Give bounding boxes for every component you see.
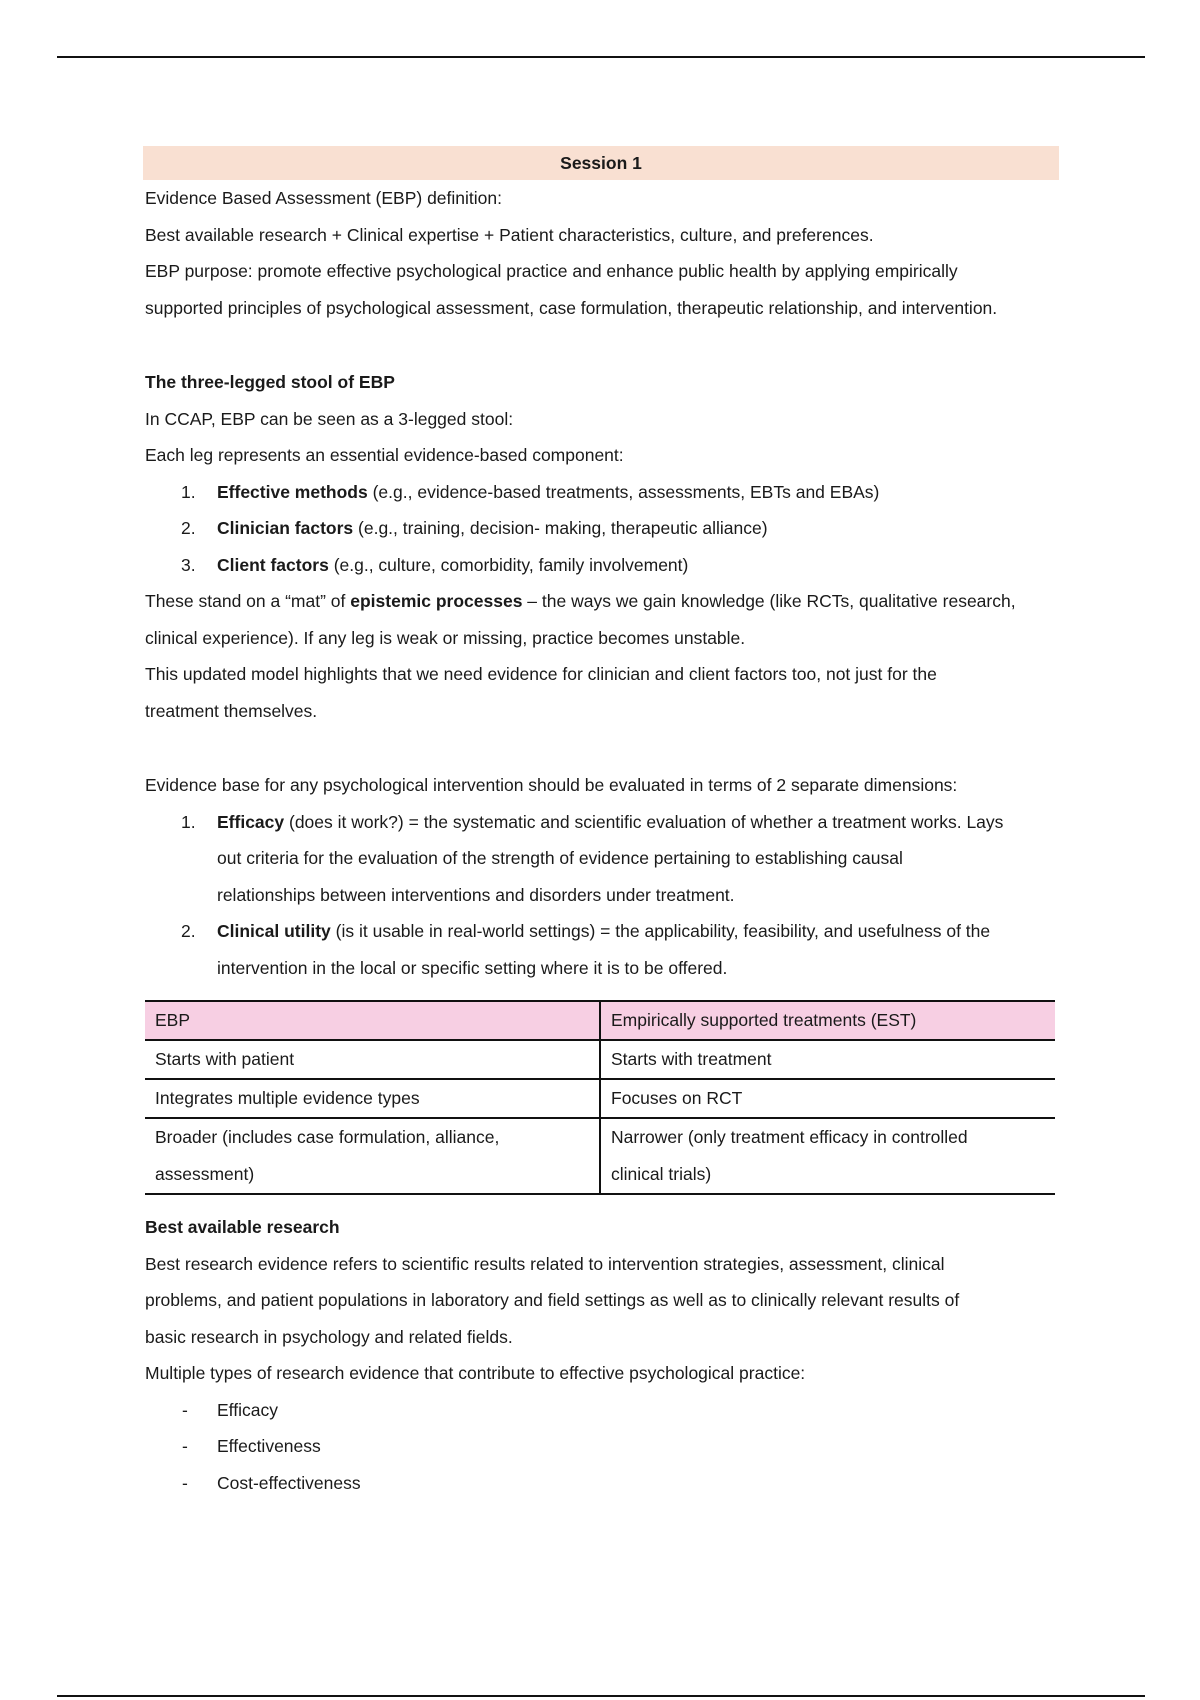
- research-type: Effectiveness: [217, 1436, 321, 1456]
- list-item: [145, 510, 1057, 547]
- cell-line: clinical trials): [611, 1164, 712, 1184]
- dimension-line: [217, 804, 1057, 841]
- list-item: [145, 1465, 1057, 1502]
- document-body: [145, 146, 1057, 1501]
- dimension-line: [217, 913, 1057, 950]
- research-types-intro: Multiple types of research evidence that contribute to effective psychological practice:: [145, 1363, 806, 1383]
- dash-bullet: -: [182, 1436, 188, 1456]
- list-item: [145, 547, 1057, 584]
- list-number: 3.: [181, 554, 196, 575]
- purpose-line-1: EBP purpose: promote effective psychological practice and enhance public health by applying empirically: [145, 261, 958, 281]
- cell-line: Narrower (only treatment efficacy in controlled: [611, 1127, 968, 1147]
- dimension-line: out criteria for the evaluation of the strength of evidence pertaining to establishing causal: [217, 848, 903, 868]
- list-item: [145, 1392, 1057, 1429]
- update-line-1: This updated model highlights that we need evidence for clinician and client factors too, not just for the: [145, 664, 937, 684]
- mat-bold-term: epistemic processes: [350, 591, 523, 611]
- table-header-cell: Empirically supported treatments (EST): [600, 1001, 1055, 1040]
- dimension-line: intervention in the local or specific setting where it is to be offered.: [217, 957, 728, 978]
- research-type: Efficacy: [217, 1399, 278, 1420]
- list-number: 1.: [181, 811, 196, 832]
- research-types-list: [145, 1392, 1057, 1502]
- leg-title: Client factors: [217, 554, 329, 575]
- table-row: [145, 1118, 1055, 1194]
- comparison-table: [145, 1000, 1055, 1195]
- table-header-cell: EBP: [145, 1001, 600, 1040]
- purpose-line-2: supported principles of psychological assessment, case formulation, therapeutic relationship, and intervention.: [145, 297, 998, 318]
- table-cell: Integrates multiple evidence types: [145, 1079, 600, 1118]
- dimension-text: (does it work?) = the systematic and scientific evaluation of whether a treatment works. Lays: [284, 811, 1004, 832]
- definition-heading: Evidence Based Assessment (EBP) definition:: [145, 188, 502, 208]
- table-row: [145, 1079, 1055, 1118]
- dimensions-list: [145, 804, 1057, 987]
- update-line-2: treatment themselves.: [145, 700, 318, 721]
- spacer: [145, 729, 1057, 767]
- list-item: [145, 913, 1057, 986]
- list-item: [145, 804, 1057, 914]
- mat-text-end: – the ways we gain knowledge (like RCTs, qualitative research,: [522, 591, 1016, 611]
- leg-title: Effective methods: [217, 481, 368, 502]
- table-cell: Starts with patient: [145, 1040, 600, 1079]
- stool-line-1: In CCAP, EBP can be seen as a 3-legged stool:: [145, 408, 514, 429]
- mat-text: These stand on a “mat” of: [145, 591, 351, 611]
- leg-detail: (e.g., training, decision- making, therapeutic alliance): [353, 518, 768, 538]
- header-rule: [57, 56, 1145, 58]
- mat-line-2: clinical experience). If any leg is weak or missing, practice becomes unstable.: [145, 627, 746, 648]
- cell-line: Broader (includes case formulation, alliance,: [155, 1127, 500, 1147]
- leg-detail: (e.g., culture, comorbidity, family involvement): [328, 554, 689, 575]
- table-cell: [600, 1118, 1055, 1194]
- dash-bullet: -: [182, 1399, 188, 1420]
- list-item: [145, 1428, 1057, 1465]
- list-item: [145, 474, 1057, 511]
- leg-detail: (e.g., evidence-based treatments, assessments, EBTs and EBAs): [367, 481, 880, 502]
- stool-line-2: Each leg represents an essential evidence-based component:: [145, 445, 624, 465]
- table-cell: [145, 1118, 600, 1194]
- table-cell: Focuses on RCT: [600, 1079, 1055, 1118]
- table-row: [145, 1040, 1055, 1079]
- stool-legs-list: [145, 474, 1057, 584]
- table-header-row: [145, 1001, 1055, 1040]
- list-number: 2.: [181, 921, 196, 941]
- table-cell: Starts with treatment: [600, 1040, 1055, 1079]
- dash-bullet: -: [182, 1472, 188, 1493]
- cell-line: assessment): [155, 1164, 255, 1184]
- dimension-line: relationships between interventions and disorders under treatment.: [217, 884, 735, 905]
- list-number: 1.: [181, 481, 196, 502]
- research-heading: Best available research: [145, 1217, 340, 1237]
- research-line-2: problems, and patient populations in laboratory and field settings as well as to clinically relevant results of: [145, 1290, 960, 1310]
- list-number: 2.: [181, 518, 196, 538]
- dimensions-intro: Evidence base for any psychological intervention should be evaluated in terms of 2 separate dimensions:: [145, 775, 958, 795]
- session-banner: Session 1: [143, 146, 1059, 180]
- definition-text: Best available research + Clinical expertise + Patient characteristics, culture, and preferences.: [145, 224, 874, 245]
- dimension-text: (is it usable in real-world settings) = the applicability, feasibility, and usefulness of the: [330, 921, 991, 941]
- research-line-3: basic research in psychology and related fields.: [145, 1326, 513, 1347]
- leg-title: Clinician factors: [217, 518, 354, 538]
- mat-line-1: [145, 583, 1057, 620]
- stool-heading: The three-legged stool of EBP: [145, 372, 395, 392]
- dimension-title: Efficacy: [217, 811, 285, 832]
- research-line-1: Best research evidence refers to scientific results related to intervention strategies, assessment, clinical: [145, 1253, 945, 1274]
- spacer: [145, 326, 1057, 364]
- footer-rule: [57, 1695, 1145, 1697]
- dimension-title: Clinical utility: [217, 921, 331, 941]
- research-type: Cost-effectiveness: [217, 1472, 361, 1493]
